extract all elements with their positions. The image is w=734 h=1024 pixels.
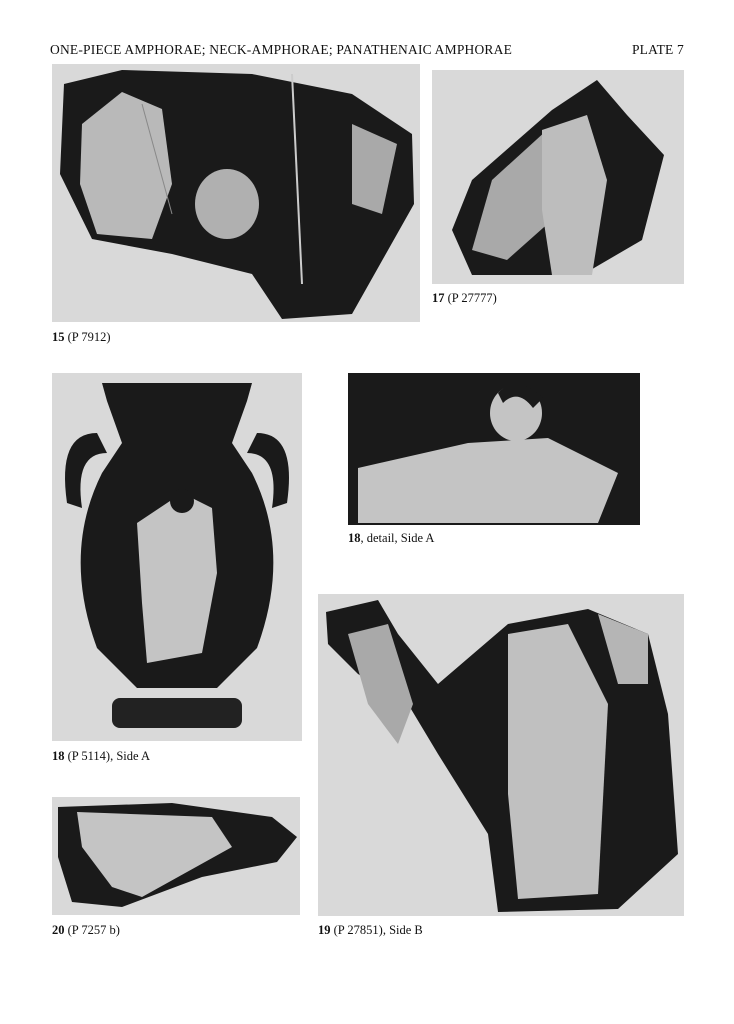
caption-text: (P 27851), Side B	[330, 923, 423, 937]
caption-number: 20	[52, 923, 65, 937]
photo-amphora-18-detail	[348, 373, 640, 525]
caption-number: 19	[318, 923, 331, 937]
caption-text: (P 7257 b)	[64, 923, 120, 937]
photo-fragment-17	[432, 70, 684, 284]
photo-fragment-15	[52, 64, 420, 322]
caption-15	[52, 330, 111, 345]
plate-number: PLATE 7	[631, 42, 684, 57]
header-title: ONE-PIECE AMPHORAE; NECK-AMPHORAE; PANATHENAIC AMPHORAE	[50, 42, 513, 57]
caption-text: , detail, Side A	[360, 531, 435, 545]
photo-fragment-19	[318, 594, 684, 916]
caption-19	[318, 923, 423, 938]
photo-fragment-20	[52, 797, 300, 915]
caption-text: (P 27777)	[444, 291, 497, 305]
caption-text: (P 5114), Side A	[64, 749, 151, 763]
caption-17	[432, 291, 497, 306]
caption-number: 18	[52, 749, 65, 763]
caption-18-detail	[348, 531, 434, 546]
caption-20	[52, 923, 120, 938]
caption-number: 15	[52, 330, 65, 344]
photo-amphora-18	[52, 373, 302, 741]
caption-number: 17	[432, 291, 445, 305]
caption-number: 18	[348, 531, 361, 545]
running-header	[50, 42, 684, 58]
caption-text: (P 7912)	[64, 330, 111, 344]
caption-18	[52, 749, 150, 764]
